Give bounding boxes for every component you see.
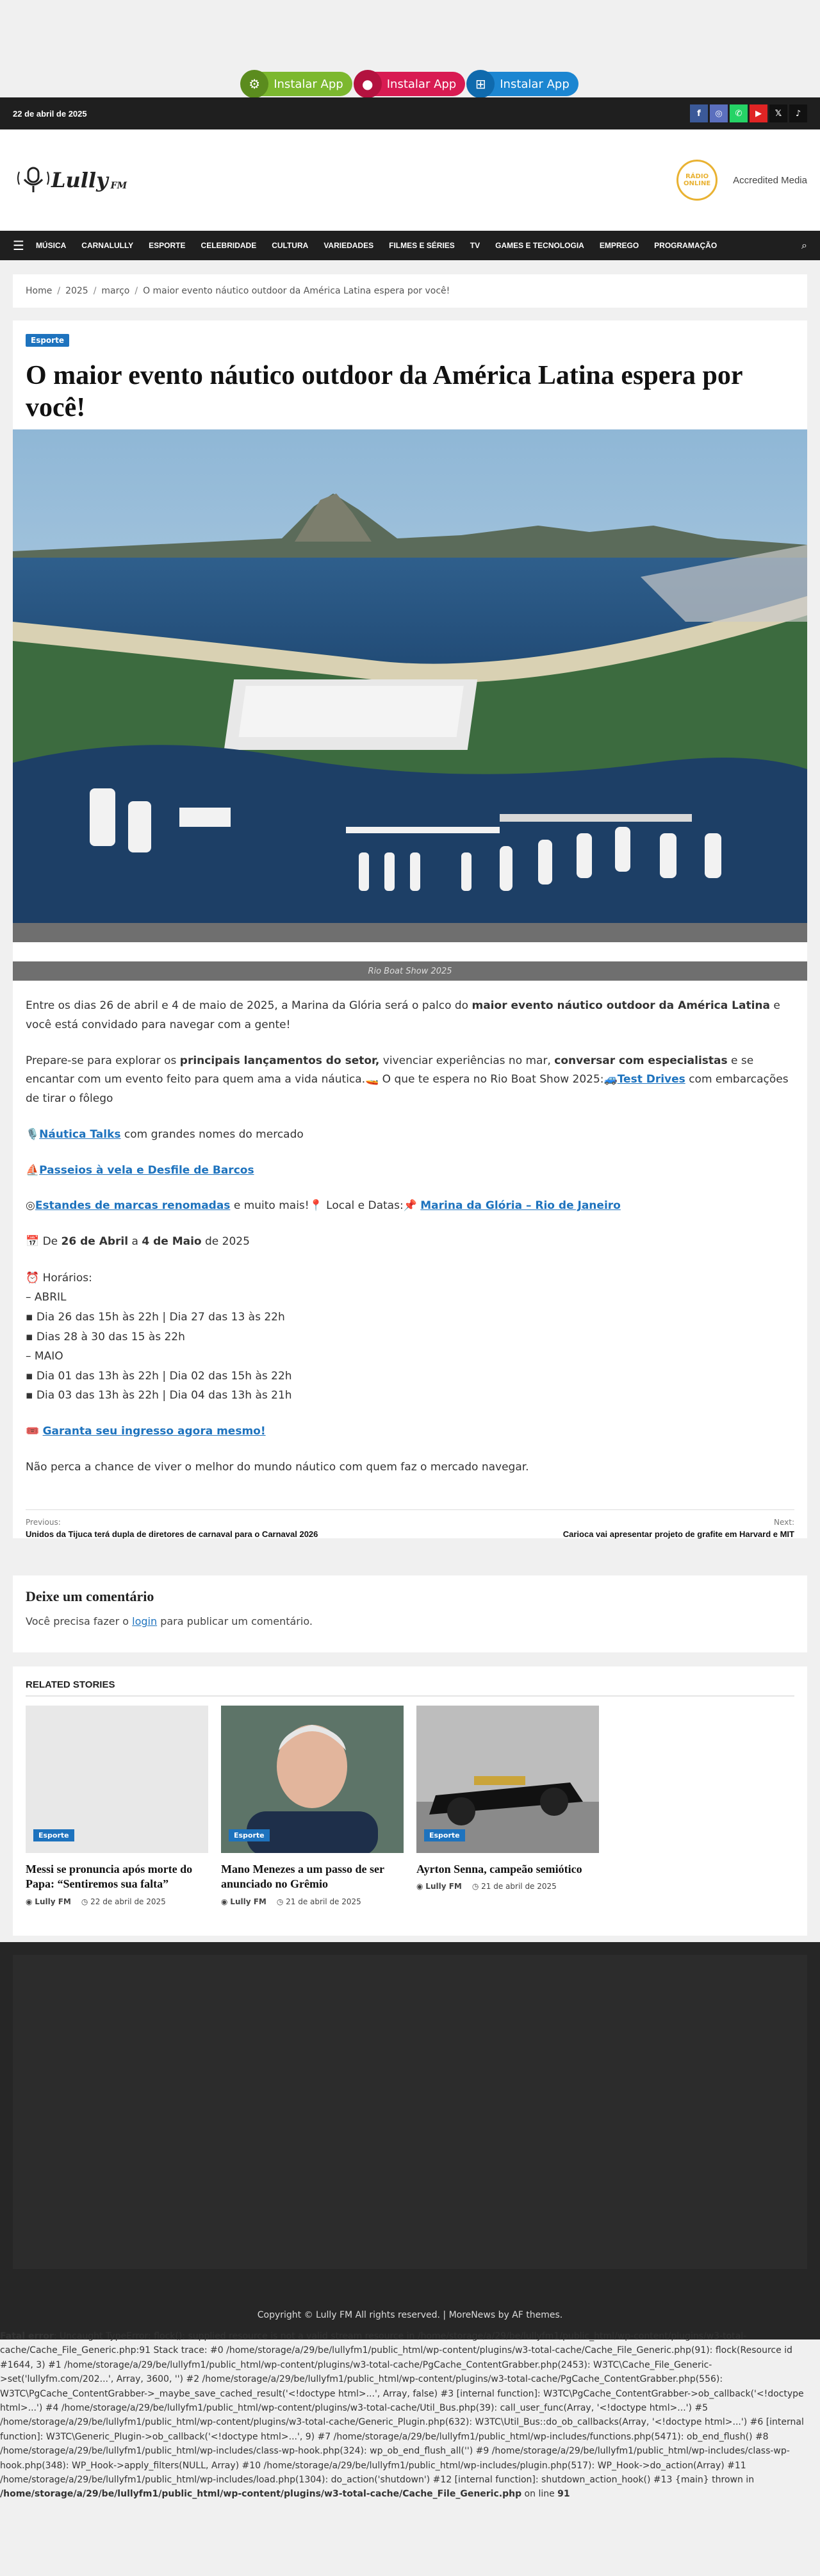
nav-item[interactable]: GAMES E TECNOLOGIA xyxy=(495,241,584,250)
accredited-media-label: Accredited Media xyxy=(733,174,807,186)
nav-item[interactable]: MÚSICA xyxy=(35,241,67,250)
paragraph-estandes: ◎Estandes de marcas renomadas e muito mais!📍 Local e Datas:📌 Marina da Glória – Rio de Janeiro xyxy=(26,1199,621,1213)
site-header xyxy=(0,129,820,231)
nav-item[interactable]: CULTURA xyxy=(272,241,309,250)
breadcrumb-current: O maior evento náutico outdoor da América Latina espera por você! xyxy=(143,286,450,296)
breadcrumb: Home / 2025 / março / O maior evento náutico outdoor da América Latina espera por você! xyxy=(13,274,807,308)
card-tag[interactable]: Esporte xyxy=(424,1829,465,1841)
top-bar xyxy=(0,97,820,129)
target-icon: ◎ xyxy=(26,1199,35,1213)
nav-item[interactable]: VARIEDADES xyxy=(324,241,374,250)
breadcrumb-year[interactable]: 2025 xyxy=(65,286,88,296)
copyright: Copyright © Lully FM All rights reserved. | MoreNews by AF themes. xyxy=(257,2310,563,2320)
microphone-icon xyxy=(13,164,51,196)
card-title[interactable]: Messi se pronuncia após morte do Papa: “Sentiremos sua falta” xyxy=(26,1863,193,1891)
marina-aerial-photo xyxy=(13,429,807,942)
related-title: RELATED STORIES xyxy=(26,1679,794,1697)
card-image-racecar xyxy=(416,1706,599,1853)
accreditation xyxy=(676,160,807,201)
next-post-link[interactable]: Next: Carioca vai apresentar projeto de grafite em Harvard e MIT xyxy=(562,1518,794,1539)
link-passeios[interactable]: Passeios à vela e Desfile de Barcos xyxy=(39,1163,254,1177)
php-fatal-error: Fatal error: Uncaught TypeError: flock(): supplied resource is not a valid stream resource in /home/storage/a/29/be/lullyfm1/public_html/wp-content/plugins/w3-total-cache/Cache_File_Generic.php:91 Stack trace: #0 /home/storage/a/29/be/lullyfm1/public_html/wp-content/plugins/w3-total-cache/Cache_File_Generic.php(91): flock(Resource id #1644, 3) #1 /home/storage/a/29/be/lullyfm1/public_html/wp-content/plugins/w3-total-cache/PgCache_ContentGrabber.php(2453): W3TC\Cache_File_Generic->set('lullyfm.com/202...', Array, 3600, '') #2 /home/storage/a/29/be/lullyfm1/public_html/wp-content/plugins/w3-total-cache/PgCache_ContentGrabber.php(556): W3TC\PgCache_ContentGrabber->_maybe_save_cached_result('<!doctype html>...', Array, false) #3 [internal function]: W3TC\PgCache_ContentGrabber->ob_callback('<!doctype html>...') #4 /home/storage/a/29/be/lullyfm1/public_html/wp-content/plugins/w3-total-cache/Util_Bus.php(39): call_user_func(Array, '<!doctype html>...') #5 /home/storage/a/29/be/lullyfm1/public_html/wp-content/plugins/w3-total-cache/Generic_Plugin.php(632): W3TC\Util_Bus::do_ob_callbacks(Array, '<!doctype html>...') #6 [internal function]: W3TC\Generic_Plugin->ob_callback('<!doctype html>...', 9) #7 /home/storage/a/29/be/lullyfm1/public_html/wp-includes/functions.php(5471): ob_end_flush() #8 /home/storage/a/29/be/lullyfm1/public_html/wp-includes/class-wp-hook.php(324): wp_ob_end_flush_all('') #9 /home/storage/a/29/be/lullyfm1/public_html/wp-includes/class-wp-hook.php(348): WP_Hook->apply_filters(NULL, Array) #10 /home/storage/a/29/be/lullyfm1/public_html/wp-includes/plugin.php(517): WP_Hook->do_action(Array) #11 /home/storage/a/29/be/lullyfm1/public_html/wp-includes/load.php(1304): do_action('shutdown') #12 [internal function]: shutdown_action_hook() #13 {main} thrown in /home/storage/a/29/be/lullyfm1/public_html/wp-content/plugins/w3-total-cache/Cache_File_Generic.php on line 91 xyxy=(0,2331,804,2500)
paragraph-talks: 🎙️Náutica Talks com grandes nomes do mercado xyxy=(26,1127,304,1141)
link-ticket[interactable]: Garanta seu ingresso agora mesmo! xyxy=(42,1424,266,1438)
card-meta: ◉ Lully FM ◷ 21 de abril de 2025 xyxy=(416,1882,557,1891)
microphone-emoji-icon: 🎙️ xyxy=(26,1127,40,1141)
nav-item[interactable]: PROGRAMAÇÃO xyxy=(654,241,718,250)
install-apple-button[interactable]: ● Instalar App xyxy=(355,72,466,96)
install-android-button[interactable]: ⚙ Instalar App xyxy=(242,72,352,96)
card-image-placeholder xyxy=(26,1706,208,1853)
site-footer xyxy=(0,1942,820,2339)
comments-title: Deixe um comentário xyxy=(26,1588,154,1604)
breadcrumb-month[interactable]: março xyxy=(101,286,130,296)
paragraph-passeios xyxy=(26,1161,794,1181)
whatsapp-icon[interactable]: ✆ xyxy=(730,104,748,122)
login-link[interactable]: login xyxy=(132,1615,158,1627)
windows-icon: ⊞ xyxy=(466,70,495,98)
related-stories xyxy=(13,1666,807,1936)
paragraph-highlights: Prepare-se para explorar os principais lançamentos do setor, vivenciar experiências no mar, conversar com especialistas e se encantar com um evento feito para quem ama a vida náutica.🚤 O que te espera no Rio Boat Show 2025:🚙Test Drives com embarcações de tirar o fôlego xyxy=(26,1054,789,1105)
footer-widgets xyxy=(13,1955,807,2269)
social-links xyxy=(690,104,807,122)
image-caption: Rio Boat Show 2025 xyxy=(13,961,807,981)
card-meta: ◉ Lully FM ◷ 21 de abril de 2025 xyxy=(221,1897,361,1906)
sailboat-icon: ⛵ xyxy=(26,1163,40,1177)
paragraph-dates: 📅 De 26 de Abril a 4 de Maio de 2025 xyxy=(26,1235,250,1248)
android-icon: ⚙ xyxy=(240,70,268,98)
schedule-list: ⏰ Horários: – ABRIL ▪ Dia 26 das 15h às 22h | Dia 27 das 13 às 22h ▪ Dias 28 à 30 das 15 às 22h – MAIO ▪ Dia 01 das 13h às 22h | Dia 02 das 15h às 22h ▪ Dia 03 das 13h às 22h | Dia 04 das 13h às 21h xyxy=(26,1271,292,1402)
featured-image xyxy=(13,429,807,961)
card-tag[interactable]: Esporte xyxy=(33,1829,74,1841)
card-title[interactable]: Ayrton Senna, campeão semiótico xyxy=(416,1863,582,1875)
nav-item[interactable]: TV xyxy=(470,241,480,250)
card-image-portrait xyxy=(221,1706,404,1853)
paragraph-intro: Entre os dias 26 de abril e 4 de maio de 2025, a Marina da Glória será o palco do maior evento náutico outdoor da América Latina e você está convidado para navegar com a gente! xyxy=(26,999,780,1031)
previous-post-link[interactable]: Previous: Unidos da Tijuca terá dupla de diretores de carnaval para o Carnaval 2026 xyxy=(26,1518,318,1539)
ticket-icon: 🎟️ xyxy=(26,1424,43,1438)
main-navigation xyxy=(0,231,820,260)
article xyxy=(13,320,807,1538)
related-card[interactable] xyxy=(221,1706,404,1906)
link-nautica-talks[interactable]: Náutica Talks xyxy=(39,1127,121,1141)
login-prompt: Você precisa fazer o login para publicar um comentário. xyxy=(26,1615,313,1627)
paragraph-closing: Não perca a chance de viver o melhor do mundo náutico com quem faz o mercado navegar. xyxy=(26,1460,529,1474)
apple-icon: ● xyxy=(354,70,382,98)
category-badge[interactable]: Esporte xyxy=(26,334,69,347)
breadcrumb-home[interactable]: Home xyxy=(26,286,53,296)
paragraph-ticket xyxy=(26,1422,794,1442)
accreditation-badge: RÁDIO ONLINE xyxy=(676,160,718,201)
current-date: 22 de abril de 2025 xyxy=(13,108,87,119)
tiktok-icon[interactable]: ♪ xyxy=(789,104,807,122)
youtube-icon[interactable]: ▶ xyxy=(750,104,767,122)
comments-section xyxy=(13,1575,807,1652)
card-meta: ◉ Lully FM ◷ 22 de abril de 2025 xyxy=(26,1897,166,1906)
instagram-icon[interactable]: ◎ xyxy=(710,104,728,122)
article-title: O maior evento náutico outdoor da América Latina espera por você! xyxy=(26,361,742,423)
search-icon[interactable]: ⌕ xyxy=(801,239,807,251)
post-navigation xyxy=(26,1509,794,1539)
card-tag[interactable]: Esporte xyxy=(229,1829,270,1841)
article-body xyxy=(26,997,794,1493)
related-card[interactable] xyxy=(26,1706,208,1906)
x-icon[interactable]: 𝕏 xyxy=(769,104,787,122)
related-card[interactable] xyxy=(416,1706,599,1906)
link-test-drives[interactable]: Test Drives xyxy=(617,1073,685,1086)
nav-item[interactable]: ESPORTE xyxy=(149,241,186,250)
facebook-icon[interactable]: f xyxy=(690,104,708,122)
link-estandes[interactable]: Estandes de marcas renomadas xyxy=(35,1199,231,1213)
app-install-bar xyxy=(0,0,820,96)
install-windows-button[interactable]: ⊞ Instalar App xyxy=(468,72,578,96)
nav-items xyxy=(36,241,732,250)
nav-item[interactable]: CELEBRIDADE xyxy=(201,241,257,250)
link-marina-gloria[interactable]: Marina da Glória – Rio de Janeiro xyxy=(420,1199,621,1213)
site-logo[interactable]: Lully FM xyxy=(13,164,127,196)
nav-item[interactable]: EMPREGO xyxy=(599,241,639,250)
nav-item[interactable]: FILMES E SÉRIES xyxy=(389,241,455,250)
card-title[interactable]: Mano Menezes a um passo de ser anunciado no Grêmio xyxy=(221,1863,384,1891)
menu-icon[interactable]: ☰ xyxy=(13,238,24,253)
nav-item[interactable]: CARNALULLY xyxy=(81,241,134,250)
